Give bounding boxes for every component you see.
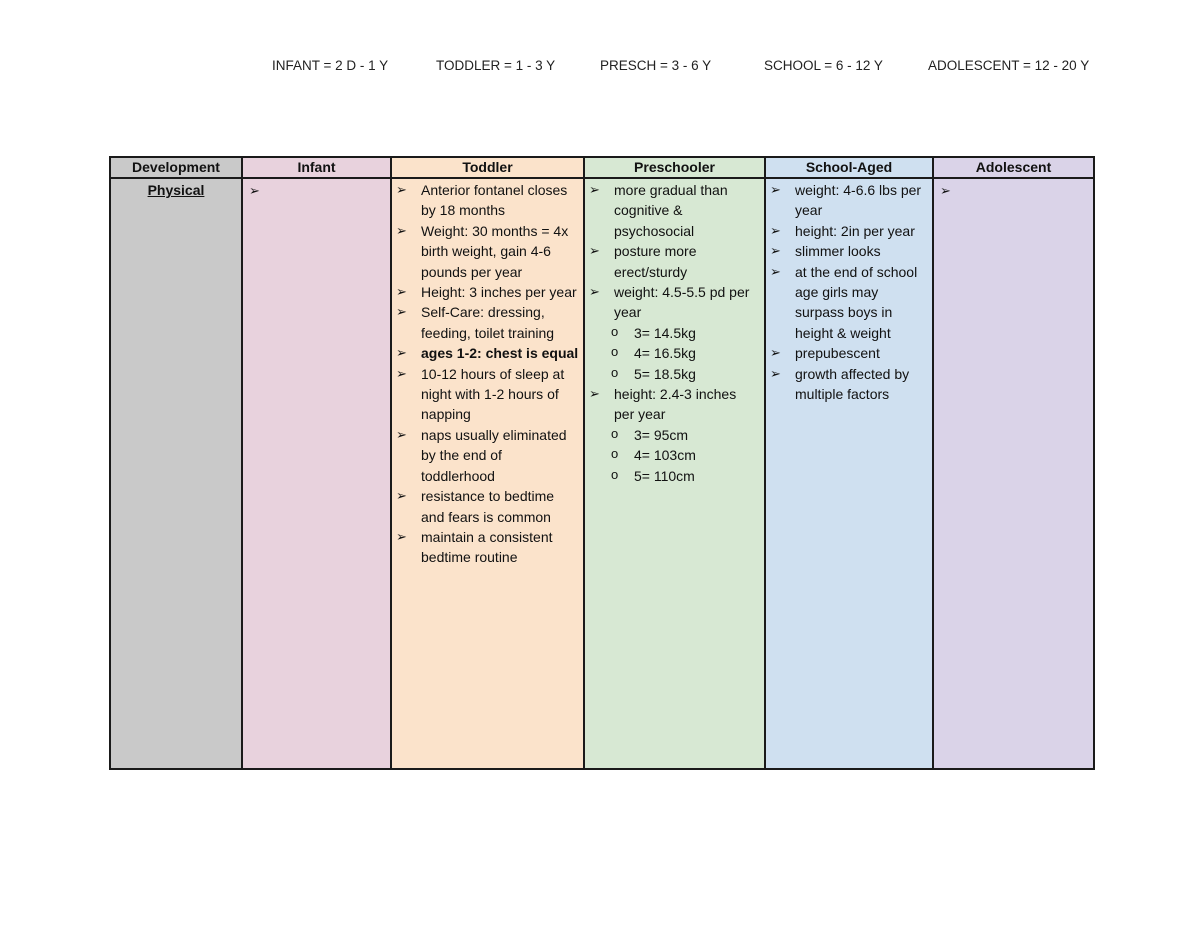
sub-list-item: o 4= 103cm	[589, 445, 760, 465]
legend-school: SCHOOL = 6 - 12 Y	[764, 58, 883, 73]
development-table	[109, 156, 1095, 770]
list-item: ➢ naps usually eliminated by the end of toddlerhood	[396, 425, 579, 486]
header-infant: Infant	[242, 157, 391, 178]
sub-list-item: o 3= 14.5kg	[589, 323, 760, 343]
list-item: ➢ Height: 3 inches per year	[396, 282, 579, 302]
age-legend	[0, 58, 1200, 78]
adolescent-cell	[933, 178, 1094, 769]
list-item: ➢ height: 2.4-3 inches per year	[589, 384, 760, 425]
list-item: ➢ Anterior fontanel closes by 18 months	[396, 180, 579, 221]
header-adolescent: Adolescent	[933, 157, 1094, 178]
school-aged-cell	[765, 178, 933, 769]
toddler-list	[396, 180, 579, 568]
header-toddler: Toddler	[391, 157, 584, 178]
physical-row	[110, 178, 1094, 769]
list-item: ➢ slimmer looks	[770, 241, 928, 261]
list-item: ➢ weight: 4-6.6 lbs per year	[770, 180, 928, 221]
preschooler-cell	[584, 178, 765, 769]
row-label-physical: Physical	[110, 178, 242, 769]
adolescent-empty-bullet: ➢	[940, 183, 951, 198]
preschooler-weight-list	[589, 323, 760, 384]
header-development: Development	[110, 157, 242, 178]
sub-list-item: o 4= 16.5kg	[589, 343, 760, 363]
list-item: ➢ height: 2in per year	[770, 221, 928, 241]
infant-empty-bullet: ➢	[249, 183, 260, 198]
sub-list-item: o 5= 110cm	[589, 466, 760, 486]
list-item: ➢ ages 1-2: chest is equal	[396, 343, 579, 363]
list-item: ➢ more gradual than cognitive & psychosocial	[589, 180, 760, 241]
legend-toddler: TODDLER = 1 - 3 Y	[436, 58, 556, 73]
list-item: ➢ Weight: 30 months = 4x birth weight, gain 4-6 pounds per year	[396, 221, 579, 282]
infant-cell	[242, 178, 391, 769]
header-preschooler: Preschooler	[584, 157, 765, 178]
legend-adolescent: ADOLESCENT = 12 - 20 Y	[928, 58, 1090, 73]
list-item: ➢ weight: 4.5-5.5 pd per year	[589, 282, 760, 323]
preschooler-list	[589, 180, 760, 323]
header-row	[110, 157, 1094, 178]
legend-preschool: PRESCH = 3 - 6 Y	[600, 58, 712, 73]
list-item: ➢ growth affected by multiple factors	[770, 364, 928, 405]
preschooler-list-2	[589, 384, 760, 425]
legend-infant: INFANT = 2 D - 1 Y	[272, 58, 389, 73]
list-item: ➢ Self-Care: dressing, feeding, toilet training	[396, 302, 579, 343]
list-item: ➢ posture more erect/sturdy	[589, 241, 760, 282]
list-item: ➢ maintain a consistent bedtime routine	[396, 527, 579, 568]
header-school-aged: School-Aged	[765, 157, 933, 178]
list-item: ➢ resistance to bedtime and fears is common	[396, 486, 579, 527]
preschooler-height-list	[589, 425, 760, 486]
school-aged-list	[770, 180, 928, 404]
list-item: ➢ at the end of school age girls may surpass boys in height & weight	[770, 262, 928, 344]
list-item: ➢ prepubescent	[770, 343, 928, 363]
sub-list-item: o 5= 18.5kg	[589, 364, 760, 384]
sub-list-item: o 3= 95cm	[589, 425, 760, 445]
list-item: ➢ 10-12 hours of sleep at night with 1-2 hours of napping	[396, 364, 579, 425]
toddler-cell	[391, 178, 584, 769]
